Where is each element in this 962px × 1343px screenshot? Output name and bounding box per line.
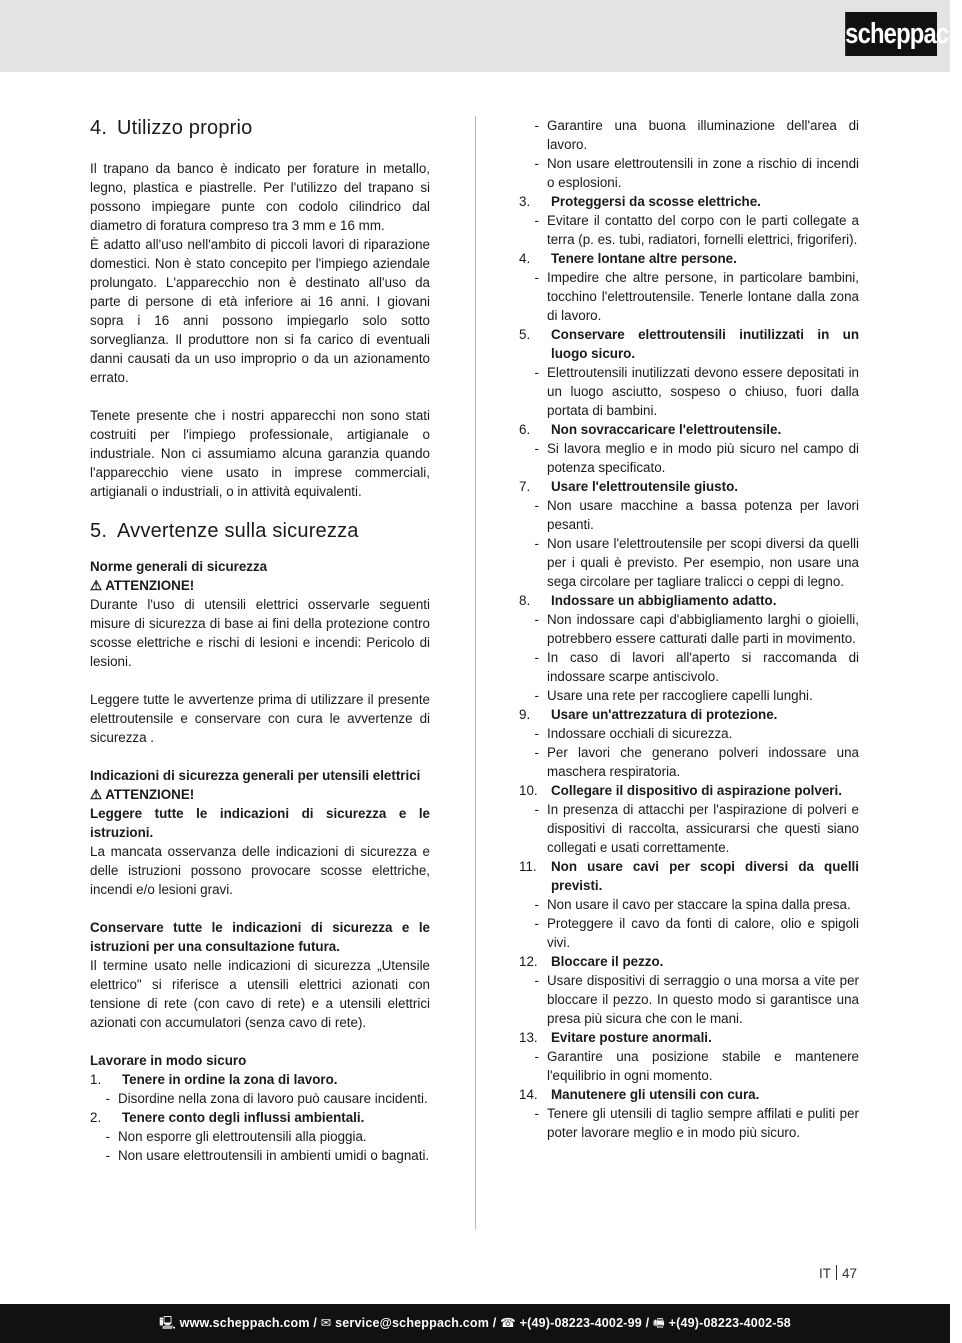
bullet-text: Elettroutensili inutilizzati devono essere depositati in un luogo asciutto, sospeso o chiuso, fuori dalla portata di bambini. [547, 365, 859, 418]
website-link[interactable]: www.scheppach.com [179, 1316, 310, 1330]
page-footer [0, 1304, 950, 1343]
paragraph: Tenete presente che i nostri apparecchi non sono stati costruiti per l'impiego professionale, artigianale o industriale. Non ci assumiamo alcuna garanzia quando l'apparecchio viene usato in imprese commerciali, artigianali o industriali, o in attività equivalenti. [90, 408, 430, 499]
scheppach-logo: scheppach [845, 12, 937, 56]
item-number: 3. [519, 194, 531, 209]
item-number: 1. [90, 1072, 102, 1087]
numbered-item [519, 1028, 859, 1047]
section-5-heading [90, 519, 430, 543]
bullet-text: Non indossare capi d'abbigliamento larghi o gioielli, potrebbero essere catturati dalle parti in movimento. [547, 612, 859, 646]
dash: - [534, 650, 539, 665]
column-divider [475, 116, 476, 1230]
bullet-item [519, 724, 859, 743]
bullet-text: Per lavori che generano polveri indossare una maschera respiratoria. [547, 745, 859, 779]
item-title: Manutenere gli utensili con cura. [551, 1087, 760, 1102]
phone-number: +(49)-08223-4002-99 [519, 1316, 642, 1330]
right-column [519, 116, 859, 1142]
bullet-text: In caso di lavori all'aperto si raccomanda di indossare scarpe antiscivolo. [547, 650, 859, 684]
bold-instruction: Leggere tutte le indicazioni di sicurezza e le istruzioni. [90, 806, 430, 840]
numbered-item [519, 591, 859, 610]
bullet-text: Indossare occhiali di sicurezza. [547, 726, 733, 741]
numbered-item [519, 325, 859, 363]
dash: - [105, 1091, 110, 1106]
dash: - [534, 612, 539, 627]
separator [836, 1265, 837, 1280]
item-number: 2. [90, 1110, 102, 1125]
email-icon: ✉ [320, 1316, 332, 1330]
dash: - [534, 802, 539, 817]
dash: - [534, 365, 539, 380]
bullet-text: Impedire che altre persone, in particolare bambini, tocchino l'elettroutensile. Tenerle lontane dalla zona di lavoro. [547, 270, 859, 323]
numbered-item [519, 1085, 859, 1104]
bullet-text: Non usare il cavo per staccare la spina dalla presa. [547, 897, 851, 912]
numbered-item [519, 705, 859, 724]
bullet-item [519, 686, 859, 705]
numbered-item [519, 781, 859, 800]
numbered-item [519, 420, 859, 439]
item-number: 13. [519, 1030, 538, 1045]
warning-label: ⚠ ATTENZIONE! [90, 578, 195, 593]
bullet-item [90, 1146, 430, 1165]
bullet-item [519, 895, 859, 914]
dash: - [534, 1106, 539, 1121]
subheading: Lavorare in modo sicuro [90, 1053, 247, 1068]
bullet-item [519, 211, 859, 249]
section-title: Utilizzo proprio [117, 117, 253, 139]
left-column [90, 116, 430, 1165]
dash: - [105, 1129, 110, 1144]
dash: - [534, 441, 539, 456]
computer-icon: 🖳 [159, 1316, 176, 1330]
dash: - [534, 726, 539, 741]
item-title: Non usare cavi per scopi diversi da quelli previsti. [551, 859, 859, 893]
email-link[interactable]: service@scheppach.com [335, 1316, 490, 1330]
dash: - [534, 156, 539, 171]
item-title: Bloccare il pezzo. [551, 954, 664, 969]
bullet-item [519, 1104, 859, 1142]
item-title: Usare un'attrezzatura di protezione. [551, 707, 778, 722]
bullet-item [90, 1127, 430, 1146]
numbered-item [519, 249, 859, 268]
item-title: Usare l'elettroutensile giusto. [551, 479, 738, 494]
dash: - [534, 973, 539, 988]
fax-number: +(49)-08223-4002-58 [668, 1316, 791, 1330]
dash: - [534, 118, 539, 133]
dash: - [105, 1148, 110, 1163]
dash: - [534, 213, 539, 228]
numbered-item [519, 192, 859, 211]
paragraph: La mancata osservanza delle indicazioni di sicurezza e delle istruzioni possono provocare scosse elettriche, incendi e/o lesioni gravi. [90, 844, 430, 897]
bullet-item [519, 363, 859, 420]
separator: / [309, 1316, 321, 1330]
bullet-item [519, 800, 859, 857]
item-title: Tenere conto degli influssi ambientali. [122, 1110, 365, 1125]
item-title: Tenere in ordine la zona di lavoro. [122, 1072, 338, 1087]
page-header [0, 0, 962, 72]
bullet-item [519, 116, 859, 154]
bullet-item [519, 610, 859, 648]
paragraph: È adatto all'uso nell'ambito di piccoli lavori di riparazione domestici. Non è stato concepito per l'impiego aziendale prolungato. L'apparecchio non è destinato all'uso da parte di persone di età inferiore ai 16 anni. I giovani sopra i 16 anni possono impiegarlo solo sotto sorveglianza. Il produttore non si fa carico di eventuali danni causati da un uso improprio o da un azionamento errato. [90, 237, 430, 385]
item-number: 9. [519, 707, 531, 722]
bullet-text: In presenza di attacchi per l'aspirazione di polveri e dispositivi di raccolta, assicurarsi che questi siano collegati e usati correttamente. [547, 802, 859, 855]
section-number: 5. [90, 520, 108, 542]
bullet-text: Usare dispositivi di serraggio o una morsa a vite per bloccare il pezzo. In questo modo si garantisce una presa più sicura che con le mani. [547, 973, 859, 1026]
bullet-text: Garantire una buona illuminazione dell'area di lavoro. [547, 118, 859, 152]
bullet-item [519, 268, 859, 325]
numbered-item [519, 477, 859, 496]
separator: / [489, 1316, 501, 1330]
subheading: Indicazioni di sicurezza generali per utensili elettrici [90, 768, 421, 783]
phone-icon: ☎ [500, 1316, 516, 1330]
bullet-item [519, 648, 859, 686]
bullet-item [519, 439, 859, 477]
separator: / [641, 1316, 653, 1330]
dash: - [534, 270, 539, 285]
section-title: Avvertenze sulla sicurezza [117, 520, 359, 542]
bullet-text: Non usare elettroutensili in ambienti umidi o bagnati. [118, 1148, 430, 1163]
bullet-text: Non usare macchine a bassa potenza per lavori pesanti. [547, 498, 859, 532]
numbered-item [90, 1070, 430, 1089]
item-title: Conservare elettroutensili inutilizzati in un luogo sicuro. [551, 327, 859, 361]
item-number: 4. [519, 251, 531, 266]
bullet-item [519, 496, 859, 534]
bullet-item [519, 914, 859, 952]
bullet-text: Proteggere il cavo da fonti di calore, olio e spigoli vivi. [547, 916, 859, 950]
bullet-text: Non usare l'elettroutensile per scopi diversi da quelli per i quali è previsto. Per esempio, non usare una sega circolare per tagliare tralicci o ceppi di legno. [547, 536, 859, 589]
bullet-text: Si lavora meglio e in modo più sicuro nel campo di potenza specificato. [547, 441, 859, 475]
numbered-item [90, 1108, 430, 1127]
bullet-text: Usare una rete per raccogliere capelli lunghi. [547, 688, 813, 703]
fax-icon: 🖷 [652, 1316, 665, 1330]
dash: - [534, 1049, 539, 1064]
item-number: 10. [519, 783, 538, 798]
bullet-item [519, 534, 859, 591]
subheading: Norme generali di sicurezza [90, 559, 268, 574]
bullet-item [519, 971, 859, 1028]
dash: - [534, 688, 539, 703]
bullet-text: Disordine nella zona di lavoro può causare incidenti. [118, 1091, 428, 1106]
bullet-text: Non usare elettroutensili in zone a rischio di incendi o esplosioni. [547, 156, 859, 190]
page-number-value: 47 [842, 1266, 858, 1281]
item-number: 11. [519, 859, 537, 874]
item-number: 8. [519, 593, 531, 608]
bullet-item [519, 154, 859, 192]
dash: - [534, 916, 539, 931]
item-title: Indossare un abbigliamento adatto. [551, 593, 777, 608]
bullet-text: Non esporre gli elettroutensili alla pioggia. [118, 1129, 367, 1144]
item-number: 14. [519, 1087, 538, 1102]
item-number: 5. [519, 327, 531, 342]
paragraph: Il termine usato nelle indicazioni di sicurezza „Utensile elettrico" si riferisce a utensili elettrici azionati con tensione di rete (con cavo di rete) e a utensili elettrici azionati con accumulatori (senza cavo di rete). [90, 958, 430, 1030]
item-title: Proteggersi da scosse elettriche. [551, 194, 761, 209]
bullet-item [519, 743, 859, 781]
item-title: Non sovraccaricare l'elettroutensile. [551, 422, 782, 437]
paragraph: Leggere tutte le avvertenze prima di utilizzare il presente elettroutensile e conservare con cura le avvertenze di sicurezza . [90, 692, 430, 745]
item-number: 6. [519, 422, 531, 437]
warning-label: ⚠ ATTENZIONE! [90, 787, 195, 802]
item-title: Evitare posture anormali. [551, 1030, 712, 1045]
item-number: 7. [519, 479, 531, 494]
bullet-item [90, 1089, 430, 1108]
item-title: Collegare il dispositivo di aspirazione polveri. [551, 783, 842, 798]
dash: - [534, 897, 539, 912]
bullet-text: Garantire una posizione stabile e mantenere l'equilibrio in ogni momento. [547, 1049, 859, 1083]
section-4-heading [90, 116, 430, 140]
bullet-text: Evitare il contatto del corpo con le parti collegate a terra (p. es. tubi, radiatori, fornelli elettrici, frigoriferi). [547, 213, 859, 247]
page-number [819, 1265, 857, 1281]
bullet-text: Tenere gli utensili di taglio sempre affilati e puliti per poter lavorare meglio e in modo più sicuro. [547, 1106, 859, 1140]
dash: - [534, 498, 539, 513]
numbered-item [519, 857, 859, 895]
dash: - [534, 745, 539, 760]
bullet-item [519, 1047, 859, 1085]
dash: - [534, 536, 539, 551]
bold-instruction: Conservare tutte le indicazioni di sicurezza e le istruzioni per una consultazione futura. [90, 920, 430, 954]
item-number: 12. [519, 954, 538, 969]
paragraph: Il trapano da banco è indicato per forature in metallo, legno, plastica e piastrelle. Per l'utilizzo del trapano si possono impiegare punte con codolo cilindrico dal diametro di foratura compreso tra 3 mm e 16 mm. [90, 161, 430, 233]
paragraph: Durante l'uso di utensili elettrici osservarle seguenti misure di sicurezza di base ai fini della protezione contro scosse elettriche e rischi di lesioni e incendi: Pericolo di lesioni. [90, 597, 430, 669]
section-number: 4. [90, 117, 108, 139]
language-code: IT [819, 1266, 831, 1281]
item-title: Tenere lontane altre persone. [551, 251, 737, 266]
numbered-item [519, 952, 859, 971]
